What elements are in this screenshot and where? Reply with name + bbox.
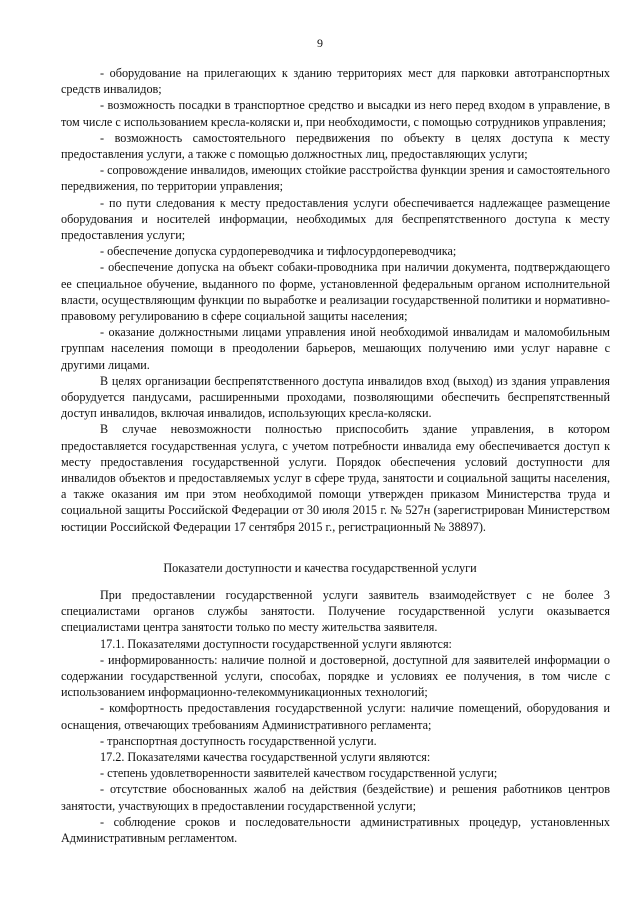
paragraph-satisfaction: - степень удовлетворенности заявителей качеством государственной услуги;: [100, 766, 498, 781]
paragraph-complaints: - отсутствие обоснованных жалоб на действия (бездействие) и решения работников центров занятости, участвующих в предоставлении государственной услуги;: [61, 782, 610, 813]
paragraph-quality-heading: 17.2. Показателями качества государственной услуги являются:: [100, 750, 431, 765]
paragraph-self-movement: - возможность самостоятельного передвижения по объекту в целях доступа к месту предоставления услуги, а также с помощью должностных лиц, предоставляющих услуги;: [61, 130, 610, 162]
paragraph-order-reference: В случае невозможности полностью приспособить здание управления, в котором предоставляется государственная услуга, с учетом потребности инвалида ему обеспечивается доступ к месту предоставления государственной услуги. Порядок обеспечения условий доступности для инвалидов объектов и предоставляемых услуг в сфере труда, занятости и социальной защиты населения, а также оказания им при этом необходимой помощи утвержден приказом Министерства труда и социальной защиты Российской Федерации от 30 июля 2015 г. № 527н (зарегистрирован Министерством юстиции Российской Федерации 17 сентября 2015 г., регистрационный № 38897).: [61, 422, 610, 534]
page-number: 9: [317, 36, 323, 50]
paragraph-informativeness: - информированность: наличие полной и достоверной, доступной для заявителей информации о содержании государственной услуги, способах, порядке и условиях ее получения, в том числе с использованием информационно-телекоммуникационных технологий;: [61, 652, 610, 700]
paragraph-transport: - транспортная доступность государственной услуги.: [100, 733, 377, 748]
paragraph-comfort: - комфортность предоставления государственной услуги: наличие помещений, оборудования и оснащения, отвечающих требованиям Административного регламента;: [61, 701, 610, 732]
paragraph-vehicle-boarding: - возможность посадки в транспортное средство и высадки из него перед входом в управление, в том числе с использованием кресла-коляски и, при необходимости, с помощью сотрудников управления;: [61, 98, 610, 129]
paragraph-equipment-placement: - по пути следования к месту предоставления услуги обеспечивается надлежащее размещение оборудования и носителей информации, необходимых для беспрепятственного доступа к месту предоставления услуги;: [61, 195, 610, 243]
paragraph-accessibility-heading: 17.1. Показателями доступности государственной услуги являются:: [100, 636, 452, 651]
paragraph-guide-dog: - обеспечение допуска на объект собаки-проводника при наличии документа, подтверждающего ее специальное обучение, выданного по форме, установленной федеральным органом исполнительной власти, осуществляющим функции по выработке и реализации государственной политики и нормативно-правовому регулированию в сфере социальной защиты населения;: [61, 260, 610, 324]
paragraph-staff-assistance: - оказание должностными лицами управления иной необходимой инвалидам и маломобильным группам населения помощи в преодолении барьеров, мешающих получению ими услуг наравне с другими лицами.: [61, 325, 610, 372]
quality-indicators-section: [61, 587, 610, 846]
paragraph-sign-interpreter: - обеспечение допуска сурдопереводчика и тифлосурдопереводчика;: [100, 244, 457, 259]
paragraph-parking: - оборудование на прилегающих к зданию территориях мест для парковки автотранспортных средств инвалидов;: [61, 66, 610, 97]
paragraph-escort: - сопровождение инвалидов, имеющих стойкие расстройства функции зрения и самостоятельного передвижения, по территории управления;: [61, 163, 610, 194]
paragraph-deadlines: - соблюдение сроков и последовательности административных процедур, установленных Административным регламентом.: [61, 814, 610, 846]
paragraph-ramps: В целях организации беспрепятственного доступа инвалидов вход (выход) из здания управления оборудуется пандусами, расширенными проходами, позволяющими обеспечить беспрепятственный доступ инвалидов, включая инвалидов, использующих кресла-коляски.: [61, 373, 610, 421]
accessibility-measures-section: [61, 65, 610, 535]
section-heading: Показатели доступности и качества государственной услуги: [163, 561, 477, 575]
paragraph-interaction: При предоставлении государственной услуги заявитель взаимодействует с не более 3 специалистами органов службы занятости. Получение государственной услуги оказывается специалистами центра занятости только по месту жительства заявителя.: [61, 588, 610, 635]
